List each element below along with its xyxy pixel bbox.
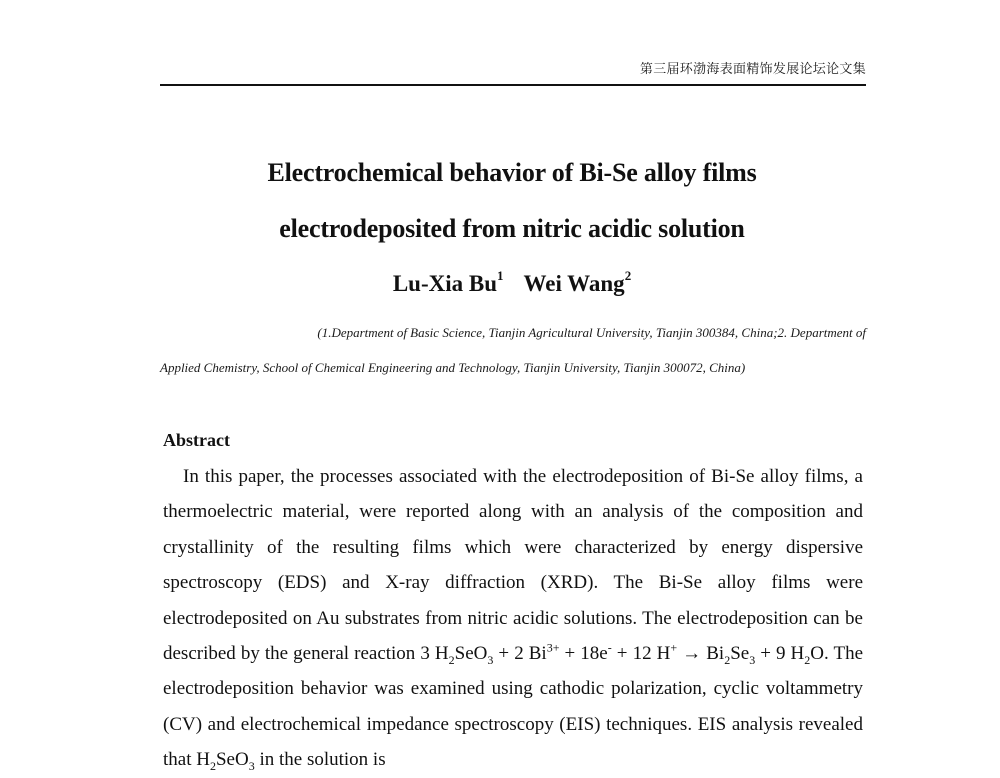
author-name: Lu-Xia Bu <box>392 271 497 296</box>
affiliation-mark: 2 <box>624 268 632 283</box>
paper-title-line-2: electrodeposited from nitric acidic solution <box>279 214 745 243</box>
abstract-heading: Abstract <box>163 430 230 450</box>
author-list <box>12 268 1000 297</box>
affiliation-mark: 1 <box>497 268 504 283</box>
paper-title-line-1: Electrochemical behavior of Bi-Se alloy films <box>267 158 757 187</box>
running-header: 第三届环渤海表面精饰发展论坛论文集 <box>639 62 866 77</box>
affiliation-line-1: (1.Department of Basic Science, Tianjin Agricultural University, Tianjin 300384, China;2. Department of <box>317 325 866 340</box>
header-rule <box>160 84 866 86</box>
author-name: Wei Wang <box>523 271 625 296</box>
abstract-paragraph: In this paper, the processes associated with the electrodeposition of Bi-Se alloy films, a thermoelectric material, were reported along with an analysis of the composition and crystallinity of the resulting films which were characterized by energy dispersive spectroscopy (EDS) and X-ray diffraction (XRD). The Bi-Se alloy films were electrodeposited on Au substrates from nitric acidic solutions. The electrodeposition can be described by the general reaction 3 $H_2SeO_3 + 2$ $Bi^{3+} + 18e^- + 12$ $H^+ \to Bi_2Se_3 + 9$ $H_2O$. The electrodeposition behavior was examined using cathodic polarization, cyclic voltammetry (CV) and electrochemical impedance spectroscopy (EIS) techniques. EIS analysis revealed that $H_2SeO_3$ in the solution is <box>163 466 864 774</box>
affiliation-line-2: Applied Chemistry, School of Chemical Engineering and Technology, Tianjin University, Tianjin 300072, China) <box>160 360 746 375</box>
